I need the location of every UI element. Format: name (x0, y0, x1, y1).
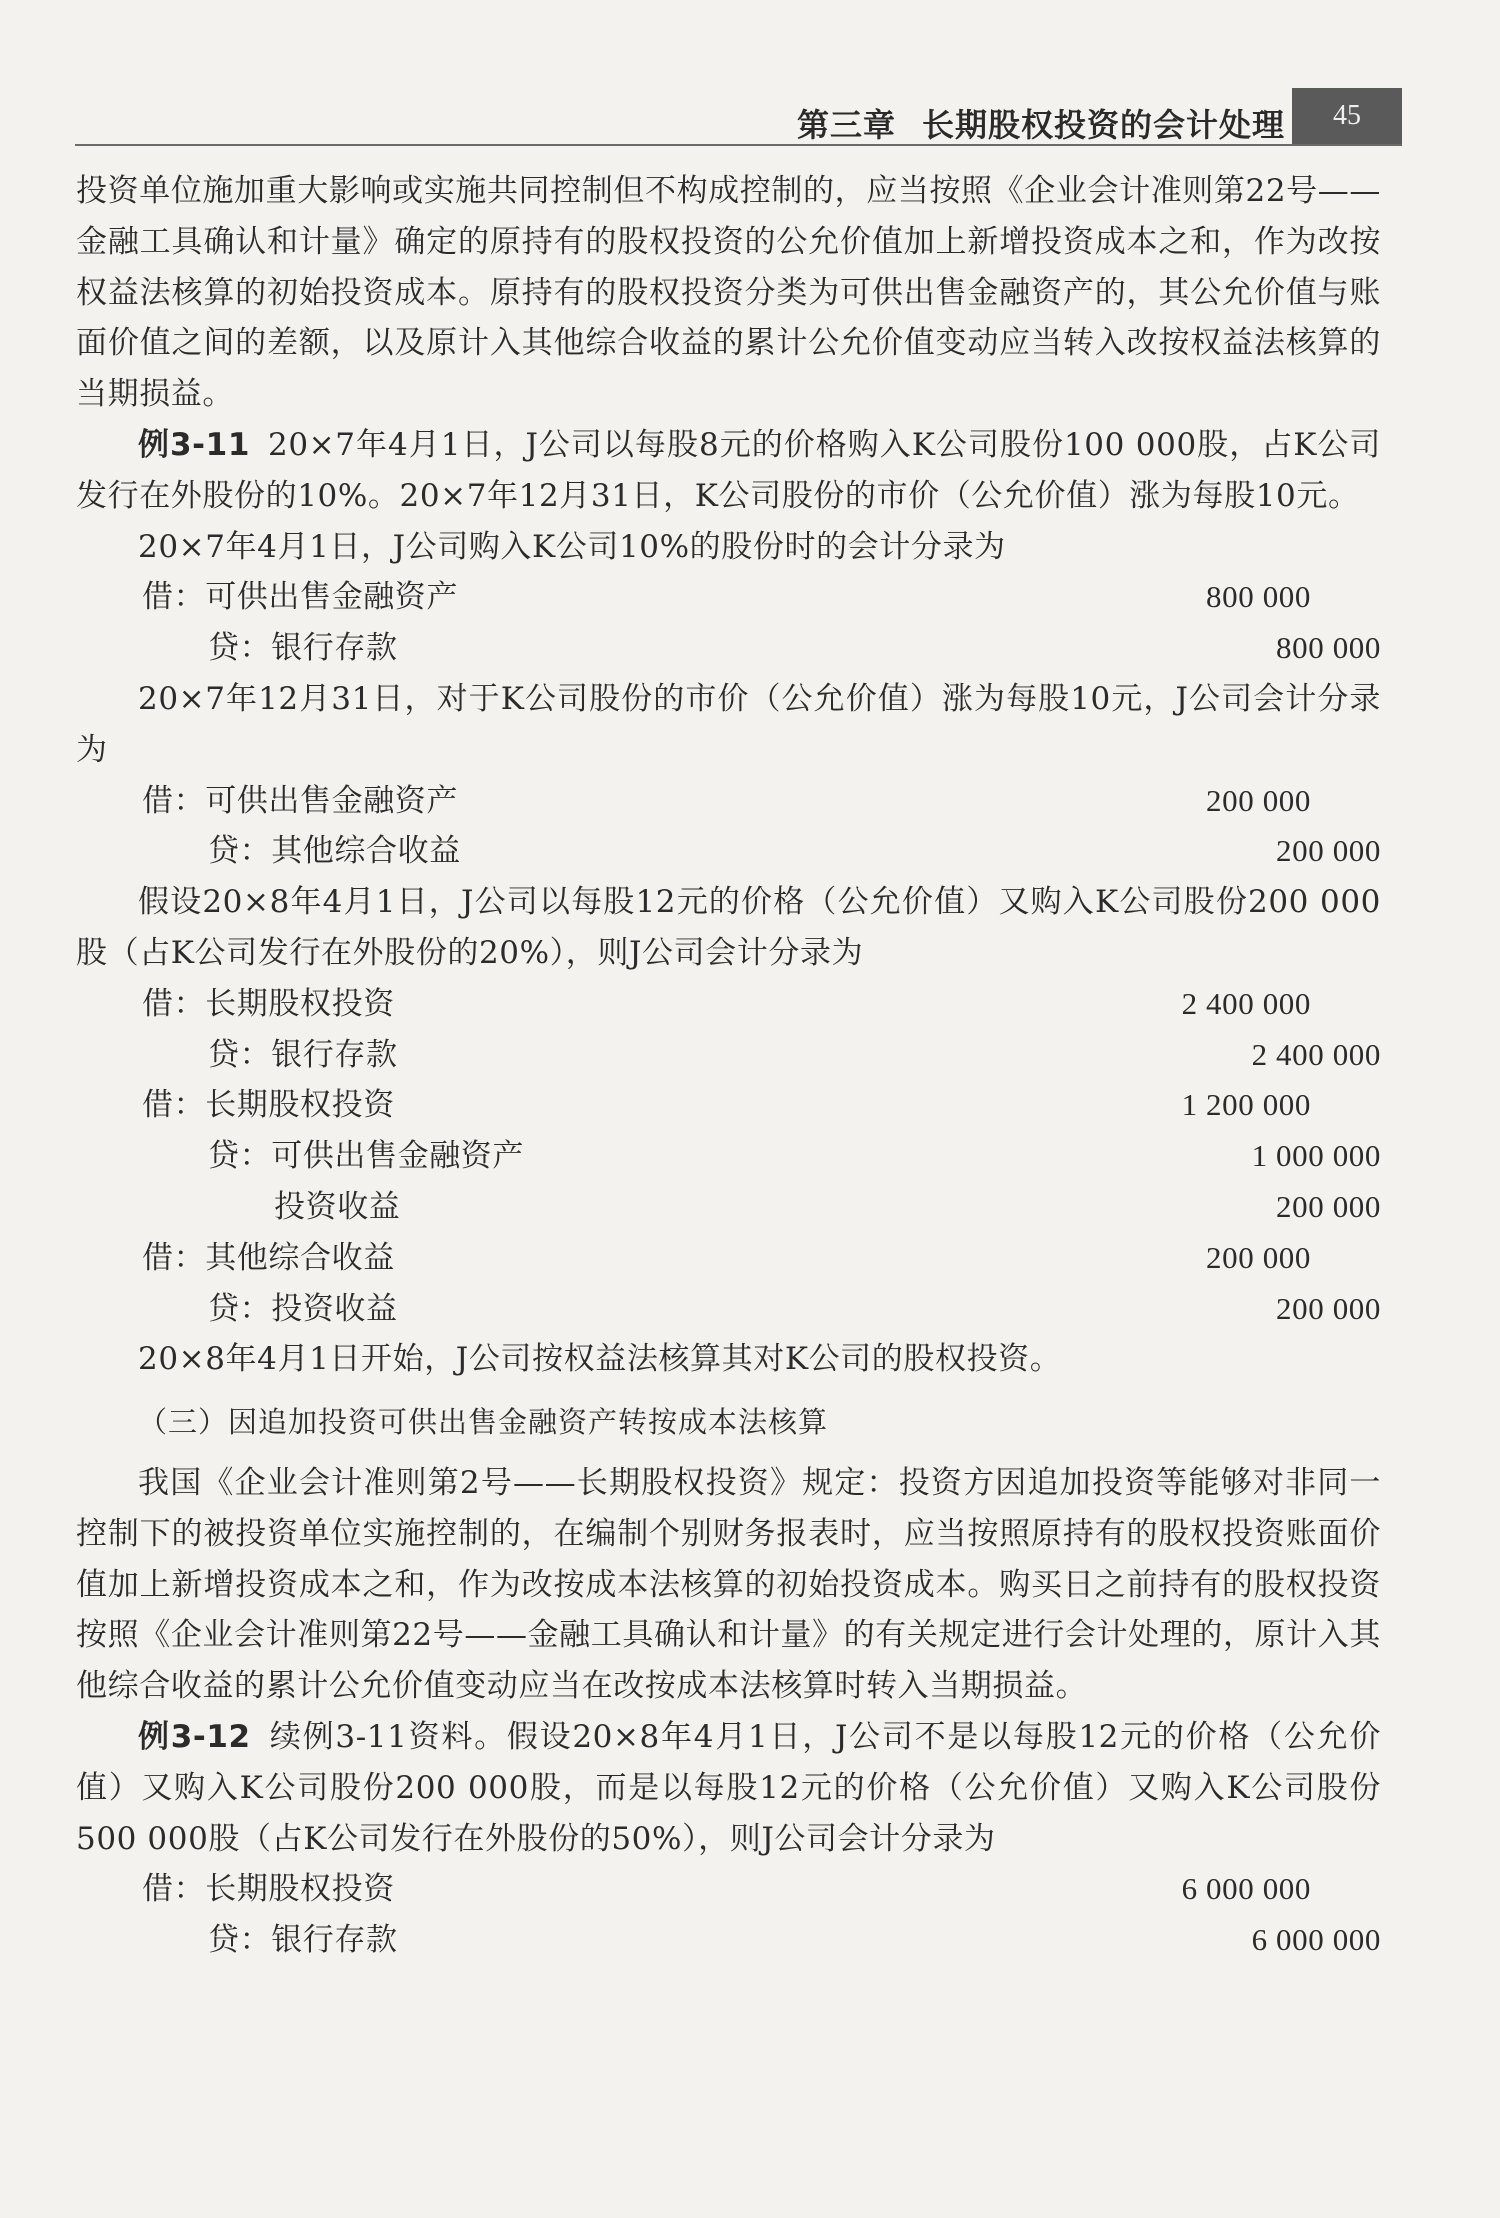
journal-entry-credit (76, 623, 1381, 674)
page-body (76, 166, 1381, 1966)
example-label: 例3-12 (138, 1718, 251, 1755)
journal-entry-debit (76, 1233, 1381, 1284)
journal-entry-credit (76, 1915, 1381, 1966)
section-paragraph: 我国《企业会计准则第2号——长期股权投资》规定：投资方因追加投资等能够对非同一控制下的被投资单位实施控制的，在编制个别财务报表时，应当按照原持有的股权投资账面价值加上新增投资成本之和，作为改按成本法核算的初始投资成本。购买日之前持有的股权投资按照《企业会计准则第22号——金融工具确认和计量》的有关规定进行会计处理的，原计入其他综合收益的累计公允价值变动应当在改按成本法核算时转入当期损益。 (76, 1464, 1381, 1705)
journal-entry-credit (76, 826, 1381, 877)
entry-amount: 200 000 (1276, 1188, 1381, 1224)
entry-amount: 1 200 000 (1181, 1087, 1311, 1123)
entry-intro: 20×7年4月1日，J公司购入K公司10%的股份时的会计分录为 (138, 528, 1006, 565)
example-text: 20×7年4月1日，J公司以每股8元的价格购入K公司股份100 000股，占K公司发行在外股份的10%。20×7年12月31日，K公司股份的市价（公允价值）涨为每股10元。 (76, 426, 1382, 514)
example-3-11 (76, 420, 1381, 522)
journal-entry-debit (76, 979, 1381, 1030)
entry-account: 借：可供出售金融资产 (142, 782, 458, 819)
chapter-name: 长期股权投资的会计处理 (921, 106, 1285, 144)
entry-account: 贷：其他综合收益 (208, 833, 461, 870)
page-number: 45 (1292, 88, 1402, 144)
entry-account: 借：其他综合收益 (142, 1239, 395, 1276)
example-text: 续例3-11资料。假设20×8年4月1日，J公司不是以每股12元的价格（公允价值）又购入K公司股份200 000股，而是以每股12元的价格（公允价值）又购入K公司股份500 000股（占K公司发行在外股份的50%），则J公司会计分录为 (76, 1718, 1381, 1857)
entry-amount: 800 000 (1276, 630, 1381, 666)
journal-entry-debit (76, 1080, 1381, 1131)
entry-amount: 2 400 000 (1181, 985, 1311, 1021)
journal-entry-credit (76, 1284, 1381, 1335)
entry-account: 借：长期股权投资 (142, 1087, 395, 1124)
entry-account: 贷：可供出售金融资产 (208, 1138, 524, 1175)
entry-account: 投资收益 (274, 1188, 401, 1225)
entry-account: 借：长期股权投资 (142, 985, 395, 1022)
entry-amount: 200 000 (1276, 1290, 1381, 1326)
journal-entry-credit (76, 1030, 1381, 1081)
header-rule (75, 144, 1402, 146)
entry-amount: 1 000 000 (1251, 1138, 1381, 1174)
example-closing: 20×8年4月1日开始，J公司按权益法核算其对K公司的股权投资。 (138, 1341, 1062, 1378)
journal-entry-credit (76, 1131, 1381, 1182)
entry-account: 借：可供出售金融资产 (142, 579, 458, 616)
entry-amount: 800 000 (1206, 579, 1311, 615)
entry-account: 借：长期股权投资 (142, 1871, 395, 1908)
example-3-12 (76, 1712, 1381, 1864)
entry-amount: 200 000 (1206, 1239, 1311, 1275)
section-heading: （三）因追加投资可供出售金融资产转按成本法核算 (138, 1405, 829, 1440)
chapter-title (797, 100, 1285, 146)
example-label: 例3-11 (138, 426, 250, 463)
entry-account: 贷：投资收益 (208, 1290, 398, 1327)
journal-entry-debit (76, 776, 1381, 827)
entry-amount: 200 000 (1276, 833, 1381, 869)
paragraph-intro: 投资单位施加重大影响或实施共同控制但不构成控制的，应当按照《企业会计准则第22号——金融工具确认和计量》确定的原持有的股权投资的公允价值加上新增投资成本之和，作为改按权益法核算的初始投资成本。原持有的股权投资分类为可供出售金融资产的，其公允价值与账面价值之间的差额，以及原计入其他综合收益的累计公允价值变动应当转入改按权益法核算的当期损益。 (76, 173, 1381, 413)
running-header (0, 88, 1500, 148)
entry-amount: 6 000 000 (1251, 1922, 1381, 1958)
journal-entry-debit (76, 1864, 1381, 1915)
journal-entry-credit (76, 1182, 1381, 1233)
entry-amount: 200 000 (1206, 782, 1311, 818)
entry-intro: 20×7年12月31日，对于K公司股份的市价（公允价值）涨为每股10元，J公司会计分录为 (76, 680, 1381, 768)
entry-account: 贷：银行存款 (208, 630, 398, 667)
entry-intro: 假设20×8年4月1日，J公司以每股12元的价格（公允价值）又购入K公司股份200 000股（占K公司发行在外股份的20%），则J公司会计分录为 (76, 884, 1381, 971)
entry-account: 贷：银行存款 (208, 1036, 398, 1073)
chapter-number: 第三章 (796, 106, 896, 144)
entry-account: 贷：银行存款 (208, 1922, 398, 1959)
entry-amount: 6 000 000 (1181, 1871, 1311, 1907)
entry-amount: 2 400 000 (1251, 1036, 1381, 1072)
journal-entry-debit (76, 572, 1381, 623)
